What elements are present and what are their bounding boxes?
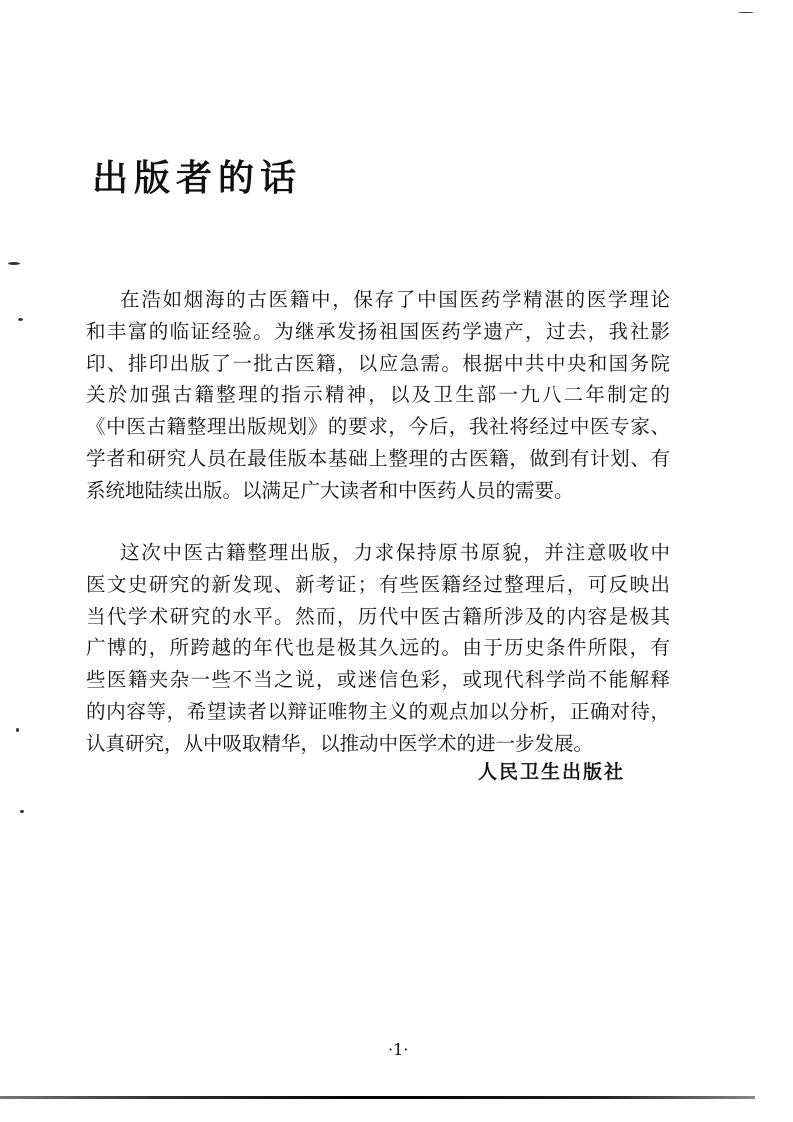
scan-speck xyxy=(738,12,754,13)
text-line: 些医籍夹杂一些不当之说，或迷信色彩，或现代科学尚不能解释 xyxy=(86,668,670,692)
paragraph-1 xyxy=(86,284,670,507)
paragraph-2 xyxy=(86,537,670,760)
scan-speck xyxy=(18,318,23,321)
text-line: 印、排印出版了一批古医籍，以应急需。根据中共中央和国务院 xyxy=(86,351,670,375)
bottom-rule xyxy=(0,1096,755,1099)
scan-speck xyxy=(8,262,20,265)
text-line: 的内容等，希望读者以辩证唯物主义的观点加以分析，正确对待， xyxy=(86,699,670,723)
text-line: 医文史研究的新发现、新考证；有些医籍经过整理后，可反映出 xyxy=(86,572,670,596)
page-number: ·1· xyxy=(388,1040,409,1059)
page-title: 出版者的话 xyxy=(92,158,303,199)
text-line: 关於加强古籍整理的指示精神，以及卫生部一九八二年制定的 xyxy=(86,383,670,407)
text-line: 在浩如烟海的古医籍中，保存了中国医药学精湛的医学理论 xyxy=(120,288,670,311)
text-line: 当代学术研究的水平。然而，历代中医古籍所涉及的内容是极其 xyxy=(86,604,670,628)
text-line: 系统地陆续出版。以满足广大读者和中医药人员的需要。 xyxy=(86,478,574,502)
scan-speck xyxy=(20,810,24,813)
text-line: 认真研究，从中吸取精华，以推动中医学术的进一步发展。 xyxy=(86,731,594,755)
text-line: 学者和研究人员在最佳版本基础上整理的古医籍，做到有计划、有 xyxy=(86,446,670,470)
text-line: 《中医古籍整理出版规划》的要求，今后，我社将经过中医专家、 xyxy=(86,415,670,439)
publisher-signature: 人民卫生出版社 xyxy=(478,761,626,783)
text-line: 广博的，所跨越的年代也是极其久远的。由于历史条件所限，有 xyxy=(86,636,670,660)
text-line: 和丰富的临证经验。为继承发扬祖国医药学遗产，过去，我社影 xyxy=(86,319,670,343)
text-line: 这次中医古籍整理出版，力求保持原书原貌，并注意吸收中 xyxy=(120,541,670,564)
scan-speck xyxy=(16,728,19,732)
